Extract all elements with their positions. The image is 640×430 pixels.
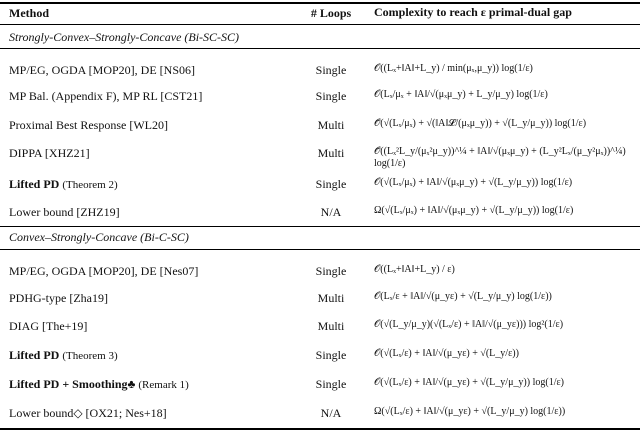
loops-cell: Multi (317, 118, 345, 132)
method-cell (9, 377, 294, 392)
method-name: Lower bound [ZHZ19] (9, 205, 120, 219)
complexity-cell: 𝒪((Lₓ+‖A‖+L_y) / ε) (374, 264, 455, 275)
loops-cell: Single (315, 89, 347, 103)
method-name: DIPPA [XHZ21] (9, 146, 90, 160)
complexity-cell: 𝒪(√(L_y/μ_y)(√(Lₓ/ε) + ‖A‖/√(μ_yε))) log²(1/ε) (374, 319, 564, 330)
section-title: Convex–Strongly-Concave (Bi-C-SC) (9, 230, 189, 244)
method-cell (9, 348, 294, 363)
loops-cell: N/A (320, 406, 342, 420)
complexity-cell: 𝒪(√(Lₓ/ε) + ‖A‖/√(μ_yε) + √(L_y/μ_y)) log(1/ε) (374, 377, 565, 388)
header-rule (0, 24, 640, 25)
method-cell (9, 63, 294, 78)
section-title: Strongly-Convex–Strongly-Concave (Bi-SC-SC) (9, 30, 240, 44)
method-note: (Remark 1) (138, 379, 189, 391)
section-rule (0, 48, 640, 49)
header-complexity: Complexity to reach ε primal-dual gap (374, 5, 572, 19)
complexity-cell: Ω(√(Lₓ/μₓ) + ‖A‖/√(μₓμ_y) + √(L_y/μ_y)) log(1/ε) (374, 205, 574, 216)
method-name: MP Bal. (Appendix F), MP RL [CST21] (9, 89, 203, 103)
loops-cell: Single (315, 177, 347, 191)
loops-cell: Multi (317, 146, 345, 160)
method-name: Proximal Best Response [WL20] (9, 118, 168, 132)
loops-cell: Single (315, 264, 347, 278)
loops-cell: Multi (317, 291, 345, 305)
method-note: (Theorem 3) (62, 350, 118, 362)
section-rule (0, 226, 640, 227)
loops-cell: N/A (320, 205, 342, 219)
complexity-cell: 𝒪((Lₓ+‖A‖+L_y) / min(μₓ,μ_y)) log(1/ε) (374, 63, 533, 74)
top-rule (0, 2, 640, 4)
method-cell (9, 264, 294, 279)
method-cell (9, 89, 294, 104)
complexity-cell: 𝒪(√(Lₓ/μₓ) + ‖A‖/√(μₓμ_y) + √(L_y/μ_y)) log(1/ε) (374, 177, 573, 188)
complexity-cell: 𝒪(√(Lₓ/ε) + ‖A‖/√(μ_yε) + √(L_y/ε)) (374, 348, 519, 359)
method-name: Lower bound◇ [OX21; Nes+18] (9, 406, 167, 420)
method-name: Lifted PD (9, 177, 60, 191)
complexity-cell: Ω(√(Lₓ/ε) + ‖A‖/√(μ_yε) + √(L_y/μ_y) log(1/ε)) (374, 406, 566, 417)
section-rule (0, 249, 640, 250)
complexity-cell: 𝒪̃(√(Lₓ/μₓ) + √(‖A‖𝓛/(μₓμ_y)) + √(L_y/μ_y)) log(1/ε) (374, 118, 587, 129)
header-loops: # Loops (310, 6, 352, 20)
method-cell (9, 205, 294, 220)
method-name: DIAG [The+19] (9, 319, 88, 333)
method-note: (Theorem 2) (62, 179, 118, 191)
method-cell (9, 177, 294, 192)
loops-cell: Single (315, 348, 347, 362)
method-cell (9, 406, 294, 421)
method-name: Lifted PD + Smoothing♣ (9, 377, 136, 391)
loops-cell: Multi (317, 319, 345, 333)
complexity-cell: 𝒪(Lₓ/μₓ + ‖A‖/√(μₓμ_y) + L_y/μ_y) log(1/ε) (374, 89, 548, 100)
method-name: Lifted PD (9, 348, 60, 362)
loops-cell: Single (315, 63, 347, 77)
loops-cell: Single (315, 377, 347, 391)
method-cell (9, 291, 294, 306)
complexity-cell: 𝒪(Lₓ/ε + ‖A‖/√(μ_yε) + √(L_y/μ_y) log(1/ε)) (374, 291, 552, 302)
method-cell (9, 146, 294, 161)
method-name: MP/EG, OGDA [MOP20], DE [Nes07] (9, 264, 199, 278)
method-name: MP/EG, OGDA [MOP20], DE [NS06] (9, 63, 196, 77)
bottom-rule (0, 428, 640, 430)
complexity-cell: 𝒪̃((Lₓ²L_y/(μₓ²μ_y))^¼ + ‖A‖/√(μₓμ_y) + (L_y²Lₓ/(μ_y²μₓ))^¼) log(1/ε) (374, 146, 626, 169)
header-method: Method (9, 6, 49, 20)
method-name: PDHG-type [Zha19] (9, 291, 108, 305)
method-cell (9, 118, 294, 133)
method-cell (9, 319, 294, 334)
